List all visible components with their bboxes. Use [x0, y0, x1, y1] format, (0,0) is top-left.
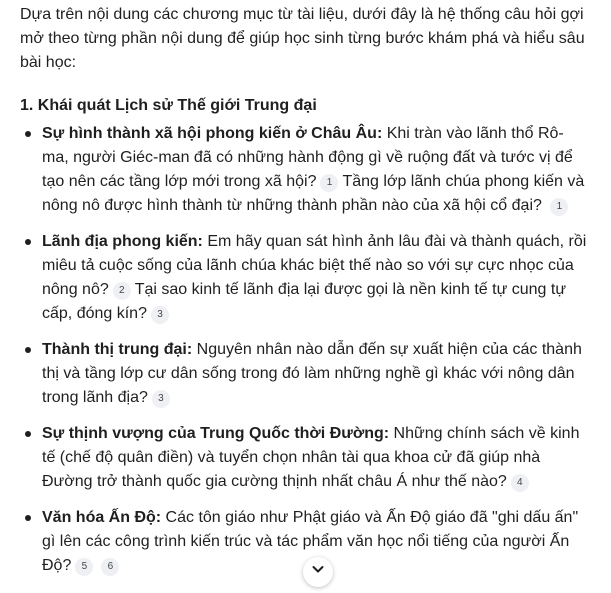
- item-question: Nguyên nhân nào dẫn đến sự xuất hiện của các thành thị và tầng lớp cư dân sống trong đó làm những nghề gì khác với nông dân trong lãnh địa?: [42, 341, 582, 406]
- citation-chip[interactable]: 2: [113, 282, 131, 300]
- item-term: Sự thịnh vượng của Trung Quốc thời Đường:: [42, 425, 390, 442]
- chevron-down-icon: [311, 560, 325, 584]
- scroll-down-button[interactable]: [303, 557, 333, 587]
- item-question: Những chính sách về kinh tế (chế độ quân điền) và tuyển chọn nhân tài qua khoa cử đã giúp nhà Đường trở thành quốc gia cường thịnh nhất châu Á như thế nào?: [42, 425, 580, 490]
- citation-chip[interactable]: 3: [151, 306, 169, 324]
- list-item: [20, 338, 590, 410]
- item-term: Lãnh địa phong kiến:: [42, 233, 203, 250]
- list-item: [20, 122, 590, 218]
- citation-chip[interactable]: 6: [101, 558, 119, 576]
- citation-chip[interactable]: 4: [511, 474, 529, 492]
- item-term: Sự hình thành xã hội phong kiến ở Châu Âu:: [42, 125, 383, 142]
- citation-chip[interactable]: 1: [320, 174, 338, 192]
- list-item: [20, 230, 590, 326]
- item-question: Các tôn giáo như Phật giáo và Ấn Độ giáo đã "ghi dấu ấn" gì lên các công trình kiến trúc và tác phẩm văn học nổi tiếng của người Ấn Độ?: [42, 509, 579, 574]
- question-list: [20, 122, 590, 578]
- item-question: Em hãy quan sát hình ảnh lâu đài và thành quách, rồi miêu tả cuộc sống của lãnh chúa khác biệt thế nào so với sự cực nhọc của nông nô?: [42, 233, 587, 298]
- item-question: Tại sao kinh tế lãnh địa lại được gọi là nền kinh tế tự cung tự cấp, đóng kín?: [42, 281, 567, 322]
- citation-chip[interactable]: 1: [550, 198, 568, 216]
- response-content: [20, 3, 590, 590]
- section-heading: 1. Khái quát Lịch sử Thế giới Trung đại: [20, 97, 317, 114]
- item-question: Khi tràn vào lãnh thổ Rô-ma, người Giéc-man đã có những hành động gì về ruộng đất và tước vị để tạo nên các tầng lớp mới trong xã hội?: [42, 125, 573, 190]
- list-item: [20, 422, 590, 494]
- citation-chip[interactable]: 3: [152, 390, 170, 408]
- intro-paragraph: Dựa trên nội dung các chương mục từ tài liệu, dưới đây là hệ thống câu hỏi gợi mở theo từng phần nội dung để giúp học sinh từng bước khám phá và hiểu sâu bài học:: [20, 6, 585, 71]
- item-question: Tầng lớp lãnh chúa phong kiến và nông nô được hình thành từ những thành phần nào của xã hội cổ đại?: [42, 173, 585, 214]
- citation-chip[interactable]: 5: [75, 558, 93, 576]
- item-term: Văn hóa Ấn Độ:: [42, 509, 162, 526]
- item-term: Thành thị trung đại:: [42, 341, 193, 358]
